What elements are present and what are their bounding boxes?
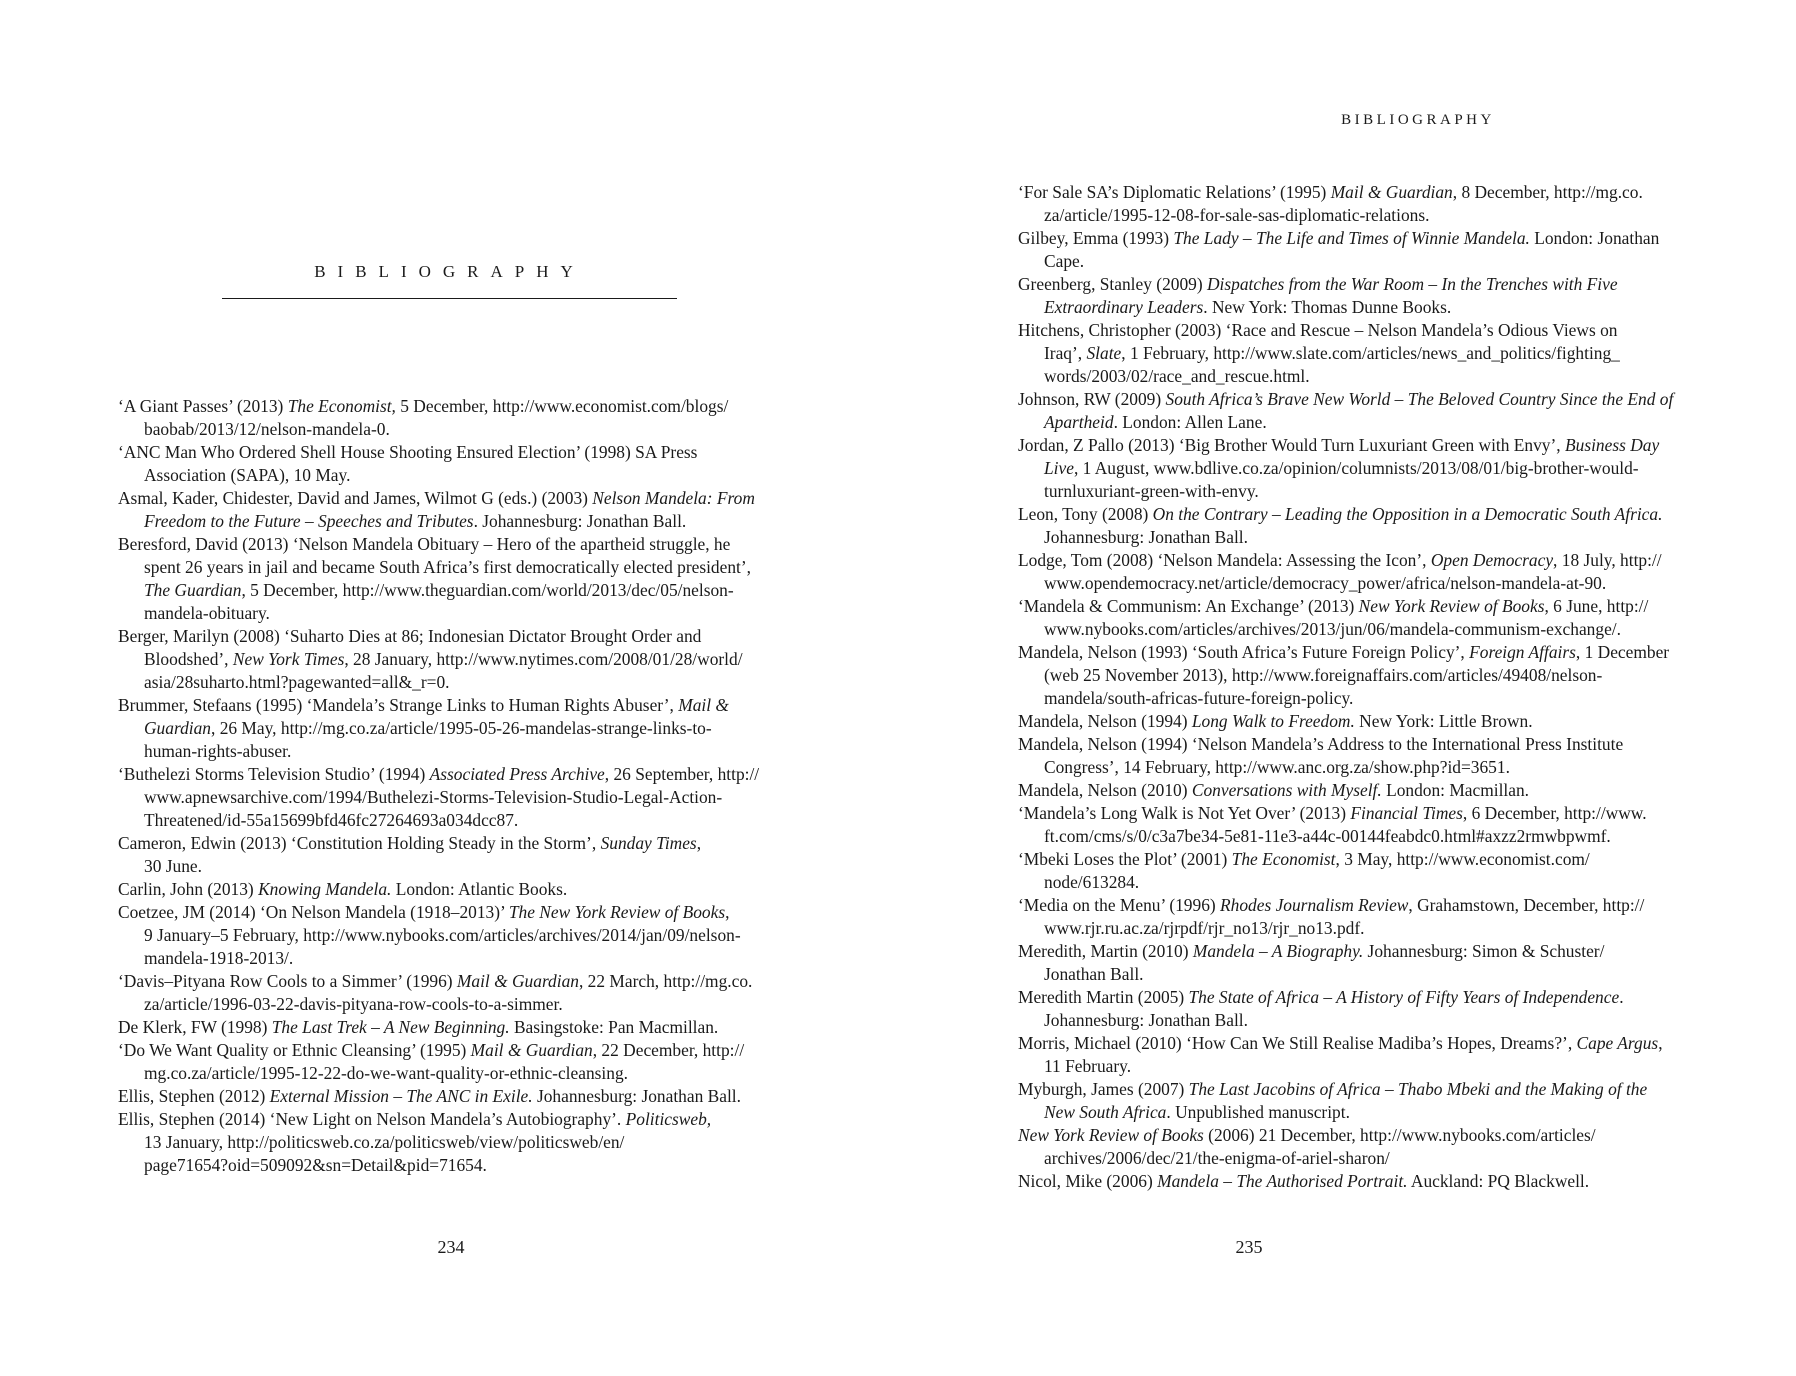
bibliography-entry (118, 1108, 790, 1177)
entry-line (1018, 319, 1690, 342)
bibliography-entry (1018, 1124, 1690, 1170)
entry-line (1044, 457, 1690, 480)
entry-text: Gilbey, Emma (1993) (1018, 228, 1174, 248)
entry-text: www.apnewsarchive.com/1994/Buthelezi-Storms-Television-Studio-Legal-Action- (144, 787, 723, 807)
entry-title-italic: Dispatches from the War Room – In the Trenches with Five (1207, 274, 1618, 294)
entry-text: Johannesburg: Jonathan Ball. (1044, 1010, 1248, 1030)
bibliography-entry (1018, 388, 1690, 434)
entry-text: ‘Mandela’s Long Walk is Not Yet Over’ (2013) (1018, 803, 1351, 823)
entry-text: Meredith Martin (2005) (1018, 987, 1189, 1007)
entry-text: www.nybooks.com/articles/archives/2013/jun/06/mandela-communism-exchange/. (1044, 619, 1621, 639)
entry-line (144, 464, 790, 487)
bibliography-list-right (1018, 181, 1690, 1193)
entry-line (144, 786, 790, 809)
bibliography-entry (1018, 1170, 1690, 1193)
entry-title-italic: Knowing Mandela. (258, 879, 392, 899)
entry-text: , 5 December, http://www.theguardian.com/world/2013/dec/05/nelson- (241, 580, 734, 600)
entry-text: mandela/south-africas-future-foreign-policy. (1044, 688, 1354, 708)
entry-text: www.opendemocracy.net/article/democracy_power/africa/nelson-mandela-at-90. (1044, 573, 1607, 593)
entry-title-italic: Financial Times (1350, 803, 1463, 823)
entry-text: Berger, Marilyn (2008) ‘Suharto Dies at 86; Indonesian Dictator Brought Order and (118, 626, 702, 646)
entry-text: ft.com/cms/s/0/c3a7be34-5e81-11e3-a44c-00144feabdc0.html#axzz2rmwbpwmf. (1044, 826, 1611, 846)
entry-line (1018, 273, 1690, 296)
entry-title-italic: Live (1044, 458, 1074, 478)
entry-title-italic: The Economist (1231, 849, 1336, 869)
entry-text: Bloodshed’, (144, 649, 233, 669)
entry-text: Auckland: PQ Blackwell. (1407, 1171, 1590, 1191)
entry-text: 9 January–5 February, http://www.nybooks.com/articles/archives/2014/jan/09/nelson- (144, 925, 741, 945)
entry-text: spent 26 years in jail and became South Africa’s first democratically elected president’, (144, 557, 752, 577)
entry-text: . London: Allen Lane. (1113, 412, 1267, 432)
entry-title-italic: New York Review of Books (1018, 1125, 1204, 1145)
entry-line (1044, 963, 1690, 986)
entry-title-italic: Sunday Times (600, 833, 697, 853)
entry-line (1044, 871, 1690, 894)
entry-line (118, 487, 790, 510)
entry-text: (2006) 21 December, http://www.nybooks.com/articles/ (1203, 1125, 1596, 1145)
entry-title-italic: Foreign Affairs (1469, 642, 1576, 662)
bibliography-entry (1018, 733, 1690, 779)
bibliography-entry (1018, 848, 1690, 894)
bibliography-entry (1018, 503, 1690, 549)
entry-text: Brummer, Stefaans (1995) ‘Mandela’s Strange Links to Human Rights Abuser’, (118, 695, 679, 715)
entry-text: , 1 December (1575, 642, 1670, 662)
entry-title-italic: Mail & Guardian (456, 971, 579, 991)
entry-line (1018, 503, 1690, 526)
entry-text: Hitchens, Christopher (2003) ‘Race and Rescue – Nelson Mandela’s Odious Views on (1018, 320, 1618, 340)
entry-text: 11 February. (1044, 1056, 1132, 1076)
entry-title-italic: Mail & (678, 695, 729, 715)
entry-line (118, 763, 790, 786)
entry-text: , 3 May, http://www.economist.com/ (1335, 849, 1590, 869)
entry-text: mg.co.za/article/1995-12-22-do-we-want-quality-or-ethnic-cleansing. (144, 1063, 628, 1083)
bibliography-entry (1018, 779, 1690, 802)
entry-text: node/613284. (1044, 872, 1140, 892)
entry-text: ‘For Sale SA’s Diplomatic Relations’ (1995) (1018, 182, 1331, 202)
bibliography-entry (1018, 434, 1690, 503)
entry-title-italic: Extraordinary Leaders (1044, 297, 1204, 317)
entry-line (1018, 779, 1690, 802)
entry-text: Greenberg, Stanley (2009) (1018, 274, 1207, 294)
bibliography-entry (118, 1016, 790, 1039)
entry-text: Lodge, Tom (2008) ‘Nelson Mandela: Assessing the Icon’, (1018, 550, 1431, 570)
entry-line (1018, 940, 1690, 963)
entry-line (1018, 710, 1690, 733)
entry-text: Jonathan Ball. (1044, 964, 1144, 984)
entry-text: , (1658, 1033, 1663, 1053)
entry-line (1044, 526, 1690, 549)
entry-text: turnluxuriant-green-with-envy. (1044, 481, 1259, 501)
entry-text: Association (SAPA), 10 May. (144, 465, 351, 485)
entry-line (1044, 480, 1690, 503)
entry-text: 5 December, http://www.economist.com/blogs/ (395, 396, 729, 416)
entry-text: Cameron, Edwin (2013) ‘Constitution Holding Steady in the Storm’, (118, 833, 601, 853)
entry-line (1044, 1055, 1690, 1078)
entry-text: , 8 December, http://mg.co. (1452, 182, 1643, 202)
entry-line (118, 901, 790, 924)
entry-line (1018, 1170, 1690, 1193)
bibliography-entry (1018, 802, 1690, 848)
entry-text: Mandela, Nelson (1994) ‘Nelson Mandela’s Address to the International Press Institute (1018, 734, 1624, 754)
entry-title-italic: Business Day (1565, 435, 1660, 455)
entry-title-italic: South Africa’s Brave New World – The Beloved Country Since the End of (1165, 389, 1674, 409)
entry-text: , 6 June, http:// (1544, 596, 1649, 616)
entry-title-italic: New South Africa (1044, 1102, 1167, 1122)
entry-text: Meredith, Martin (2010) (1018, 941, 1193, 961)
entry-line (118, 625, 790, 648)
entry-title-italic: Mandela – A Biography. (1192, 941, 1364, 961)
entry-title-italic: Freedom to the Future – Speeches and Tributes (144, 511, 474, 531)
entry-text: ‘ANC Man Who Ordered Shell House Shooting Ensured Election’ (1998) SA Press (118, 442, 698, 462)
entry-text: Mandela, Nelson (2010) (1018, 780, 1192, 800)
entry-text: Ellis, Stephen (2014) ‘New Light on Nelson Mandela’s Autobiography’. (118, 1109, 626, 1129)
entry-title-italic: New York Times (232, 649, 345, 669)
entry-text: , 6 December, http://www. (1462, 803, 1647, 823)
entry-text: Johnson, RW (2009) (1018, 389, 1166, 409)
entry-line (144, 993, 790, 1016)
entry-line (1018, 986, 1690, 1009)
entry-line (144, 1062, 790, 1085)
entry-text: , 26 May, http://mg.co.za/article/1995-05-26-mandelas-strange-links-to- (211, 718, 712, 738)
entry-line (144, 924, 790, 947)
entry-text: Asmal, Kader, Chidester, David and James, Wilmot G (eds.) (2003) (118, 488, 593, 508)
entry-text: Iraq’, (1044, 343, 1087, 363)
bibliography-entry (118, 901, 790, 970)
chapter-heading: BIBLIOGRAPHY (314, 262, 585, 281)
entry-text: ‘Buthelezi Storms Television Studio’ (1994) (118, 764, 430, 784)
entry-line (144, 809, 790, 832)
bibliography-entry (1018, 940, 1690, 986)
entry-line (118, 1039, 790, 1062)
entry-title-italic: Guardian (144, 718, 211, 738)
entry-title-italic: Mail & Guardian (470, 1040, 593, 1060)
entry-line (144, 740, 790, 763)
entry-line (1018, 641, 1690, 664)
page-number: 234 (437, 1237, 465, 1257)
entry-text: human-rights-abuser. (144, 741, 292, 761)
entry-text: mandela-1918-2013/. (144, 948, 294, 968)
running-head: BIBLIOGRAPHY (1341, 112, 1495, 128)
entry-line (1018, 733, 1690, 756)
entry-text: 13 January, http://politicsweb.co.za/politicsweb/view/politicsweb/en/ (144, 1132, 625, 1152)
entry-line (1044, 825, 1690, 848)
bibliography-entry (1018, 1032, 1690, 1078)
entry-line (1044, 664, 1690, 687)
entry-text: Johannesburg: Jonathan Ball. (1044, 527, 1248, 547)
bibliography-entry (1018, 986, 1690, 1032)
entry-title-italic: Open Democracy (1430, 550, 1554, 570)
bibliography-entry (118, 970, 790, 1016)
entry-line (1018, 549, 1690, 572)
entry-line (1044, 687, 1690, 710)
entry-line (144, 855, 790, 878)
bibliography-entry (118, 441, 790, 487)
entry-title-italic: Politicsweb, (625, 1109, 712, 1129)
entry-title-italic: The New York Review of Books (508, 902, 726, 922)
entry-line (1044, 1147, 1690, 1170)
entry-title-italic: Mandela – The Authorised Portrait. (1157, 1171, 1408, 1191)
bibliography-entry (1018, 1078, 1690, 1124)
entry-text: mandela-obituary. (144, 603, 270, 623)
bibliography-entry (1018, 227, 1690, 273)
entry-line (144, 947, 790, 970)
entry-text: , Grahamstown, December, http:// (1408, 895, 1645, 915)
entry-title-italic: Associated Press Archive (429, 764, 605, 784)
heading-rule (222, 298, 677, 299)
entry-title-italic: Cape Argus (1576, 1033, 1659, 1053)
bibliography-entry (118, 878, 790, 901)
entry-text: baobab/2013/12/nelson-mandela-0. (144, 419, 390, 439)
bibliography-entry (118, 487, 790, 533)
entry-text: London: Atlantic Books. (391, 879, 568, 899)
entry-line (144, 418, 790, 441)
bibliography-entry (118, 763, 790, 832)
entry-line (1018, 1078, 1690, 1101)
entry-text: , 22 March, http://mg.co. (578, 971, 753, 991)
bibliography-entry (118, 1085, 790, 1108)
entry-text: page71654?oid=509092&sn=Detail&pid=71654. (144, 1155, 487, 1175)
entry-text: ‘A Giant Passes’ (2013) (118, 396, 288, 416)
bibliography-entry (1018, 181, 1690, 227)
entry-line (118, 1085, 790, 1108)
entry-line (1044, 365, 1690, 388)
entry-text: Mandela, Nelson (1994) (1018, 711, 1192, 731)
entry-line (1018, 434, 1690, 457)
bibliography-entry (118, 395, 790, 441)
entry-line (1018, 595, 1690, 618)
entry-text: Mandela, Nelson (1993) ‘South Africa’s Future Foreign Policy’, (1018, 642, 1470, 662)
entry-text: , 22 December, http:// (592, 1040, 745, 1060)
entry-line (144, 671, 790, 694)
entry-text: . Unpublished manuscript. (1166, 1102, 1350, 1122)
entry-line (1044, 204, 1690, 227)
bibliography-entry (118, 1039, 790, 1085)
entry-line (1044, 296, 1690, 319)
entry-line (144, 510, 790, 533)
entry-line (144, 579, 790, 602)
entry-line (1018, 181, 1690, 204)
entry-title-italic: Mail & Guardian (1330, 182, 1453, 202)
entry-text: (web 25 November 2013), http://www.foreignaffairs.com/articles/49408/nelson- (1044, 665, 1603, 685)
entry-text: Johannesburg: Jonathan Ball. (532, 1086, 741, 1106)
entry-text: words/2003/02/race_and_rescue.html. (1044, 366, 1310, 386)
entry-text: Morris, Michael (2010) ‘How Can We Still Realise Madiba’s Hopes, Dreams?’, (1018, 1033, 1577, 1053)
entry-title-italic: Conversations with Myself. (1191, 780, 1382, 800)
entry-text: De Klerk, FW (1998) (118, 1017, 272, 1037)
entry-title-italic: Long Walk to Freedom. (1191, 711, 1355, 731)
bibliography-entry (1018, 710, 1690, 733)
entry-text: Threatened/id-55a15699bfd46fc27264693a034dcc87. (144, 810, 519, 830)
entry-line (1044, 756, 1690, 779)
entry-line (118, 694, 790, 717)
entry-line (1044, 1009, 1690, 1032)
entry-line (118, 878, 790, 901)
entry-text: , 18 July, http:// (1553, 550, 1662, 570)
entry-text: Congress’, 14 February, http://www.anc.org.za/show.php?id=3651. (1044, 757, 1510, 777)
entry-line (1018, 1124, 1690, 1147)
entry-line (118, 533, 790, 556)
entry-line (118, 832, 790, 855)
entry-line (1018, 894, 1690, 917)
entry-line (1018, 1032, 1690, 1055)
bibliography-entry (1018, 641, 1690, 710)
right-page (898, 0, 1796, 1376)
bibliography-entry (1018, 894, 1690, 940)
bibliography-entry (1018, 549, 1690, 595)
entry-line (1044, 618, 1690, 641)
entry-line (118, 1108, 790, 1131)
entry-text: 30 June. (144, 856, 202, 876)
entry-text: Beresford, David (2013) ‘Nelson Mandela Obituary – Hero of the apartheid struggle, he (118, 534, 731, 554)
entry-line (144, 556, 790, 579)
entry-text: archives/2006/dec/21/the-enigma-of-ariel-sharon/ (1044, 1148, 1390, 1168)
entry-title-italic: The Last Jacobins of Africa – Thabo Mbeki and the Making of the (1188, 1079, 1648, 1099)
entry-text: London: Macmillan. (1381, 780, 1530, 800)
bibliography-entry (118, 694, 790, 763)
entry-title-italic: Rhodes Journalism Review (1220, 895, 1409, 915)
entry-text: Ellis, Stephen (2012) (118, 1086, 270, 1106)
entry-text: za/article/1996-03-22-davis-pityana-row-cools-to-a-simmer. (144, 994, 563, 1014)
entry-line (118, 395, 790, 418)
entry-line (1018, 227, 1690, 250)
bibliography-entry (1018, 595, 1690, 641)
entry-text: Carlin, John (2013) (118, 879, 259, 899)
entry-title-italic: Slate (1086, 343, 1122, 363)
entry-text: ‘Davis–Pityana Row Cools to a Simmer’ (1996) (118, 971, 457, 991)
entry-text: ‘Mbeki Loses the Plot’ (2001) (1018, 849, 1232, 869)
entry-line (118, 1016, 790, 1039)
entry-line (1018, 802, 1690, 825)
entry-line (1044, 342, 1690, 365)
entry-line (1018, 848, 1690, 871)
entry-text: ‘Media on the Menu’ (1996) (1018, 895, 1221, 915)
entry-text: ‘Do We Want Quality or Ethnic Cleansing’ (1995) (118, 1040, 471, 1060)
entry-title-italic: The Lady – The Life and Times of Winnie Mandela. (1173, 228, 1530, 248)
bibliography-entry (118, 625, 790, 694)
entry-text: , 1 August, www.bdlive.co.za/opinion/columnists/2013/08/01/big-brother-would- (1073, 458, 1639, 478)
entry-title-italic: New York Review of Books (1358, 596, 1545, 616)
entry-line (144, 1131, 790, 1154)
entry-text: Myburgh, James (2007) (1018, 1079, 1189, 1099)
entry-line (1044, 411, 1690, 434)
entry-title-italic: The State of Africa – A History of Fifty Years of Independence (1188, 987, 1620, 1007)
entry-text: , (696, 833, 702, 853)
entry-text: Cape. (1044, 251, 1085, 271)
entry-text: asia/28suharto.html?pagewanted=all&_r=0. (144, 672, 450, 692)
entry-text: , (725, 902, 730, 922)
entry-text: Coetzee, JM (2014) ‘On Nelson Mandela (1918–2013)’ (118, 902, 509, 922)
entry-text: . New York: Thomas Dunne Books. (1203, 297, 1452, 317)
bibliography-entry (1018, 319, 1690, 388)
entry-text: za/article/1995-12-08-for-sale-sas-diplomatic-relations. (1044, 205, 1430, 225)
entry-text: Johannesburg: Simon & Schuster/ (1363, 941, 1605, 961)
entry-line (144, 602, 790, 625)
entry-title-italic: External Mission – The ANC in Exile. (269, 1086, 533, 1106)
entry-line (118, 970, 790, 993)
bibliography-entry (118, 832, 790, 878)
entry-text: , 1 February, http://www.slate.com/articles/news_and_politics/fighting_ (1121, 343, 1620, 363)
entry-line (1044, 1101, 1690, 1124)
entry-line (1018, 388, 1690, 411)
entry-text: New York: Little Brown. (1354, 711, 1533, 731)
entry-text: Leon, Tony (2008) (1018, 504, 1153, 524)
entry-text: www.rjr.ru.ac.za/rjrpdf/rjr_no13/rjr_no13.pdf. (1044, 918, 1365, 938)
entry-title-italic: The Economist, (287, 396, 396, 416)
entry-text: Jordan, Z Pallo (2013) ‘Big Brother Would Turn Luxuriant Green with Envy’, (1018, 435, 1565, 455)
bibliography-entry (118, 533, 790, 625)
entry-line (118, 441, 790, 464)
entry-text: Basingstoke: Pan Macmillan. (509, 1017, 719, 1037)
entry-text: . Johannesburg: Jonathan Ball. (473, 511, 687, 531)
bibliography-list-left (118, 395, 790, 1177)
bibliography-entry (1018, 273, 1690, 319)
page-number: 235 (1235, 1237, 1263, 1257)
entry-line (1044, 572, 1690, 595)
entry-text: . (1619, 987, 1624, 1007)
entry-title-italic: The Guardian (144, 580, 242, 600)
entry-title-italic: Apartheid (1044, 412, 1114, 432)
entry-line (1044, 917, 1690, 940)
entry-title-italic: The Last Trek – A New Beginning. (271, 1017, 510, 1037)
entry-line (144, 648, 790, 671)
entry-line (144, 717, 790, 740)
entry-text: ‘Mandela & Communism: An Exchange’ (2013) (1018, 596, 1359, 616)
entry-title-italic: Nelson Mandela: From (592, 488, 755, 508)
entry-line (1044, 250, 1690, 273)
entry-text: , 26 September, http:// (604, 764, 760, 784)
entry-line (144, 1154, 790, 1177)
entry-text: London: Jonathan (1529, 228, 1660, 248)
entry-text: , 28 January, http://www.nytimes.com/2008/01/28/world/ (344, 649, 743, 669)
entry-title-italic: On the Contrary – Leading the Opposition in a Democratic South Africa. (1152, 504, 1663, 524)
entry-text: Nicol, Mike (2006) (1018, 1171, 1158, 1191)
